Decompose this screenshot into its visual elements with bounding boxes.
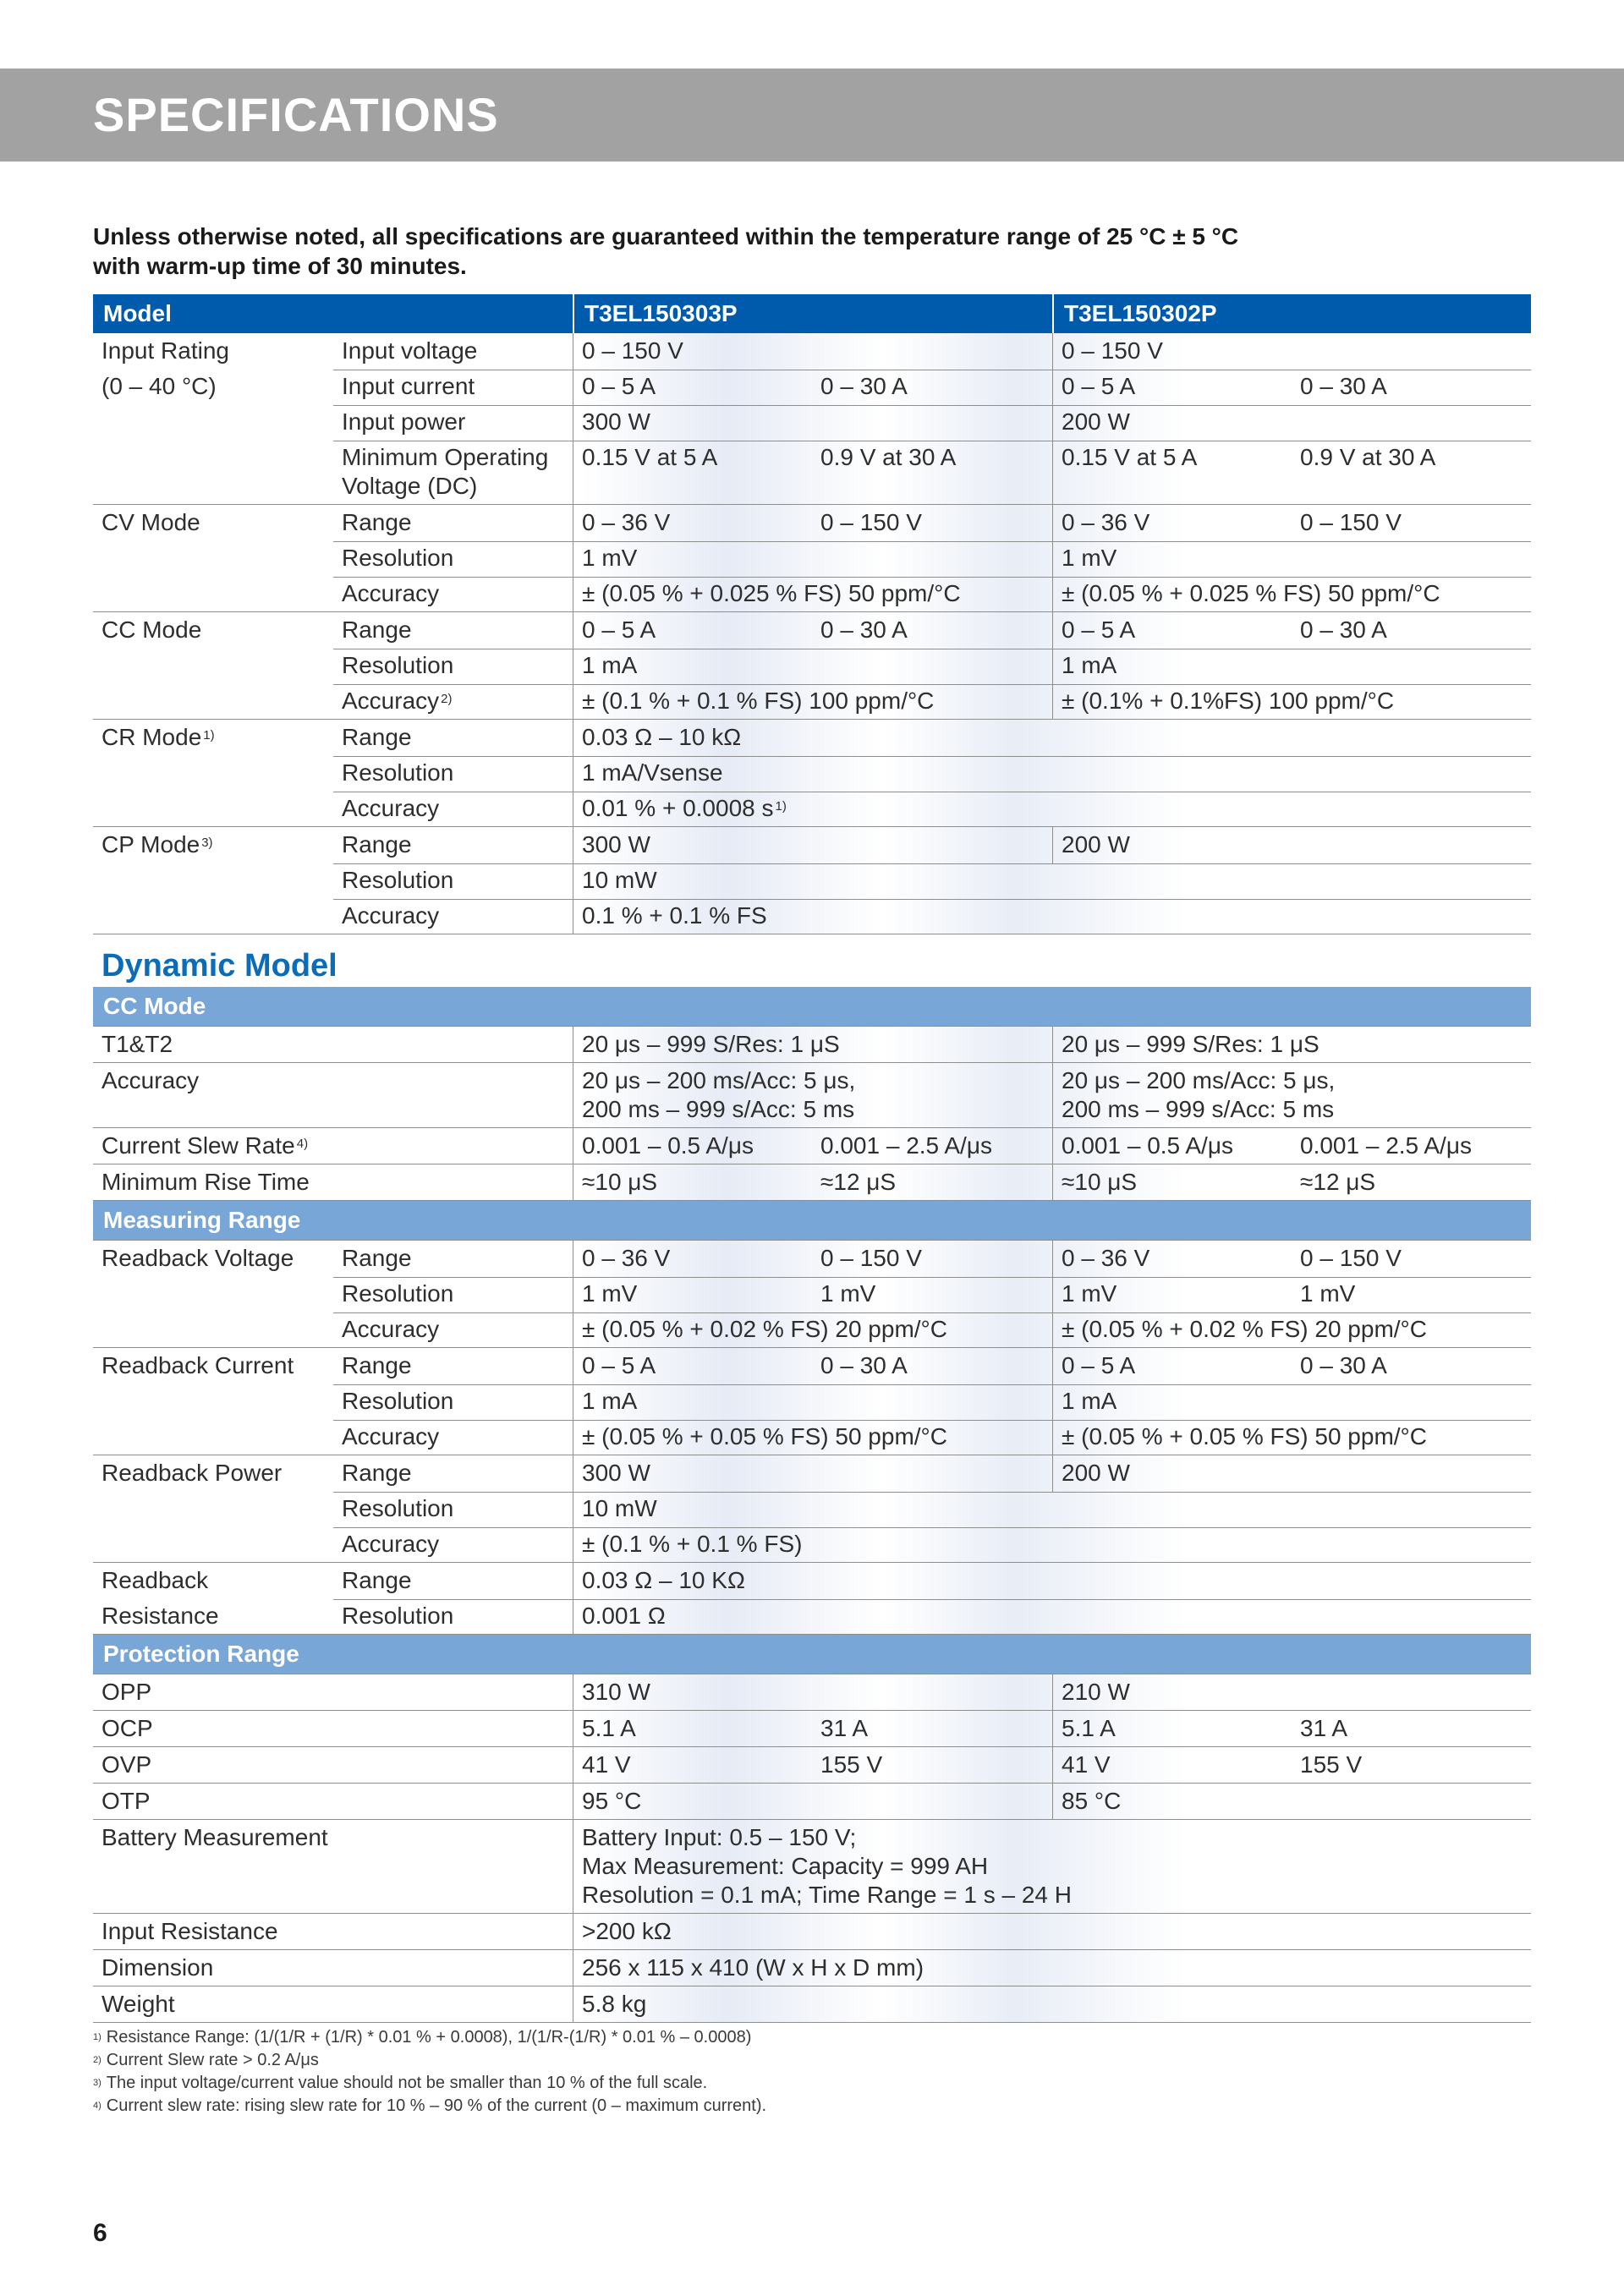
- cell-value: 10 mW: [573, 863, 1531, 900]
- cell-value: 1 mV: [573, 540, 1052, 578]
- table-row: [93, 827, 1531, 863]
- cell-line: 20 μs – 200 ms/Acc: 5 μs,: [582, 1067, 856, 1093]
- cell-value: ± (0.05 % + 0.05 % FS) 50 ppm/°C: [573, 1419, 1052, 1455]
- table-row: [93, 648, 1531, 683]
- row-label: Range: [333, 505, 573, 542]
- group-label: Readback Voltage: [102, 1245, 294, 1271]
- cell-value: [573, 1820, 1531, 1913]
- cell-value: 0 – 36 V: [573, 505, 812, 542]
- row-label: Input power: [333, 404, 573, 441]
- table-row: [93, 1063, 1531, 1128]
- group-label: Readback: [102, 1567, 209, 1593]
- cell-value: ≈12 μS: [820, 1169, 897, 1195]
- row-label: OCP: [102, 1715, 153, 1741]
- cell-value: ± (0.05 % + 0.02 % FS) 20 ppm/°C: [573, 1312, 1052, 1347]
- row-label: OPP: [102, 1679, 152, 1705]
- cell-value: 155 V: [820, 1751, 883, 1778]
- cell-value: ≈10 μS: [1052, 1164, 1292, 1200]
- cell-value: 0.03 Ω – 10 kΩ: [573, 720, 1531, 757]
- group-label-text: CP Mode: [102, 831, 200, 858]
- table-row: [93, 1164, 1531, 1201]
- section-header-measuring-range: Measuring Range: [93, 1201, 1531, 1241]
- table-row: [93, 1820, 1531, 1914]
- cell-value: ± (0.1 % + 0.1 % FS): [573, 1526, 1531, 1562]
- row-label: Range: [333, 1563, 573, 1600]
- cell-value: ≈10 μS: [573, 1164, 812, 1200]
- row-label: Battery Measurement: [102, 1824, 328, 1850]
- footnote-ref: 1): [775, 799, 787, 814]
- cell-value: ± (0.1% + 0.1%FS) 100 ppm/°C: [1052, 683, 1531, 719]
- cell-value: 0.001 – 0.5 A/μs: [1052, 1128, 1292, 1164]
- cell-value: 0 – 150 V: [812, 1241, 1052, 1278]
- cell-value: 0.1 % + 0.1 % FS: [573, 898, 1531, 934]
- table-row: [93, 1711, 1531, 1747]
- cell-value: 10 mW: [573, 1491, 1531, 1528]
- cell-value: 0.9 V at 30 A: [1300, 444, 1436, 470]
- table-row: [93, 404, 1531, 440]
- cell-value: 200 W: [1052, 404, 1531, 441]
- intro-line-1: Unless otherwise noted, all specifications are guaranteed within the temperature range of 25 °C ± 5 °C: [93, 223, 1239, 249]
- cell-value: 0 – 150 V: [1292, 505, 1531, 542]
- table-row: [93, 1986, 1531, 2023]
- table-row: [93, 898, 1531, 934]
- table-row: [93, 1674, 1531, 1711]
- cell-value: 1 mA: [1052, 648, 1531, 685]
- table-row: [93, 369, 1531, 404]
- cell-line: 200 ms – 999 s/Acc: 5 ms: [1062, 1096, 1335, 1122]
- table-row: [93, 863, 1531, 898]
- row-label: Dimension: [102, 1954, 214, 1981]
- footnote-text: Resistance Range: (1/(1/R + (1/R) * 0.01 % + 0.0008), 1/(1/R-(1/R) * 0.01 % – 0.0008): [106, 2028, 752, 2047]
- cell-value: 0.9 V at 30 A: [820, 444, 957, 470]
- cell-value: 200 W: [1052, 827, 1531, 864]
- cell-value: [1052, 1063, 1531, 1127]
- cell-value: 31 A: [1300, 1715, 1348, 1741]
- table-row: [93, 683, 1531, 720]
- table-row: [93, 1128, 1531, 1164]
- cell-value: 0.15 V at 5 A: [1052, 440, 1292, 504]
- table-row: [93, 1276, 1531, 1312]
- cell-value: 300 W: [573, 827, 1052, 864]
- group-label: Input Rating: [102, 337, 229, 364]
- cell-value: 0 – 30 A: [1292, 1348, 1531, 1385]
- group-label-text: CR Mode: [102, 724, 202, 750]
- row-label-line: Minimum Operating: [342, 444, 549, 470]
- group-label: [93, 827, 333, 863]
- cell-value: 310 W: [573, 1674, 1052, 1710]
- table-header: [93, 294, 1531, 333]
- cell-value: 1 mA: [1052, 1384, 1531, 1421]
- header-model-a: T3EL150303P: [573, 294, 1052, 333]
- footnote-ref: 3): [201, 836, 213, 850]
- row-label: Accuracy: [342, 1531, 440, 1557]
- footnote: [93, 2049, 1531, 2072]
- cell-value: 0 – 36 V: [1052, 505, 1292, 542]
- table-row: [93, 1384, 1531, 1419]
- cell-value: ± (0.05 % + 0.025 % FS) 50 ppm/°C: [573, 576, 1052, 611]
- cell-value: 300 W: [573, 1455, 1052, 1493]
- cell-value: 256 x 115 x 410 (W x H x D mm): [573, 1950, 1531, 1986]
- cell-value: [573, 1063, 1052, 1127]
- table-row: [93, 1419, 1531, 1455]
- cell-value: [573, 791, 1531, 826]
- row-label: OVP: [102, 1751, 152, 1778]
- cell-value: 0.001 – 0.5 A/μs: [573, 1128, 812, 1164]
- cell-value: 5.1 A: [1052, 1711, 1292, 1746]
- table-row: [93, 1526, 1531, 1563]
- table-row: [93, 1455, 1531, 1491]
- table-row: [93, 440, 1531, 505]
- cell-value: 1 mV: [812, 1276, 1052, 1313]
- cell-value: 0 – 30 A: [1292, 612, 1531, 649]
- table-row: [93, 505, 1531, 540]
- group-label: CC Mode: [102, 616, 202, 643]
- row-label: Weight: [102, 1991, 175, 2017]
- footnote-ref: 4): [296, 1137, 309, 1151]
- cell-value: 0 – 150 V: [812, 505, 1052, 542]
- page-number: 6: [93, 2219, 107, 2247]
- row-label: Resolution: [333, 540, 573, 578]
- cell-value: >200 kΩ: [573, 1914, 1531, 1949]
- table-row: [93, 1950, 1531, 1986]
- table-row: [93, 576, 1531, 612]
- cell-value: 20 μs – 999 S/Res: 1 μS: [573, 1027, 1052, 1062]
- cell-value: 0 – 36 V: [1052, 1241, 1292, 1278]
- cell-value: ± (0.1 % + 0.1 % FS) 100 ppm/°C: [573, 683, 1052, 719]
- row-label: Resolution: [333, 863, 573, 900]
- section-header-protection-range: Protection Range: [93, 1635, 1531, 1674]
- cell-value: 0 – 5 A: [573, 369, 812, 406]
- cell-value: 1 mA/Vsense: [573, 755, 1531, 792]
- cell-value: 0.001 – 2.5 A/μs: [820, 1132, 992, 1159]
- cell-value: 0 – 36 V: [573, 1241, 812, 1278]
- table-row: [93, 1241, 1531, 1276]
- table-row: [93, 755, 1531, 791]
- cell-line: Max Measurement: Capacity = 999 AH: [582, 1853, 989, 1879]
- row-label: Resolution: [333, 1384, 573, 1421]
- cell-value: 5.1 A: [573, 1711, 812, 1746]
- intro-line-2: with warm-up time of 30 minutes.: [93, 253, 467, 279]
- cell-line: 200 ms – 999 s/Acc: 5 ms: [582, 1096, 855, 1122]
- table-row: [93, 1747, 1531, 1784]
- cell-value: 0 – 150 V: [573, 333, 1052, 370]
- footnote-mark: 3): [93, 2078, 102, 2088]
- row-label: Accuracy: [342, 902, 440, 929]
- table-row: [93, 720, 1531, 755]
- cell-line: Battery Input: 0.5 – 150 V;: [582, 1824, 857, 1850]
- row-label: Resolution: [333, 648, 573, 685]
- footnote-ref: 2): [441, 692, 453, 706]
- title-banner: [0, 68, 1624, 162]
- cell-value: 0 – 5 A: [1052, 612, 1292, 649]
- cell-value: 0 – 5 A: [573, 1348, 812, 1385]
- row-label: T1&T2: [102, 1031, 173, 1057]
- cell-value: 1 mA: [573, 1384, 1052, 1421]
- cell-value: 0 – 5 A: [1052, 369, 1292, 406]
- row-label: [93, 1128, 573, 1164]
- row-label: Range: [333, 827, 573, 864]
- cell-line: 20 μs – 200 ms/Acc: 5 μs,: [1062, 1067, 1336, 1093]
- cell-value: 0 – 150 V: [1052, 333, 1531, 370]
- cell-value: 0 – 30 A: [812, 369, 1052, 406]
- footnote: [93, 2072, 1531, 2095]
- cell-value: 1 mV: [573, 1276, 812, 1313]
- cell-value: 0.001 Ω: [573, 1598, 1531, 1634]
- cell-value: 1 mV: [1052, 1276, 1292, 1313]
- row-label: Accuracy: [102, 1067, 200, 1093]
- footnotes: [93, 2026, 1531, 2118]
- row-label: Accuracy: [342, 580, 440, 606]
- dynamic-model-title: Dynamic Model: [102, 948, 337, 984]
- table-row: [93, 1348, 1531, 1384]
- cell-value-text: 0.01 % + 0.0008 s: [582, 795, 774, 821]
- cell-value: 0 – 30 A: [1292, 369, 1531, 406]
- row-label: Accuracy: [342, 1423, 440, 1449]
- footnote: [93, 2095, 1531, 2118]
- row-label-text: Current Slew Rate: [102, 1132, 295, 1159]
- row-label: [333, 683, 573, 719]
- row-label: OTP: [102, 1788, 151, 1814]
- cell-value: 5.8 kg: [573, 1986, 1531, 2022]
- intro-text: [93, 222, 1531, 281]
- table-row: [93, 612, 1531, 648]
- row-label: Resolution: [333, 1276, 573, 1313]
- group-label: [93, 720, 333, 755]
- row-label: Input current: [333, 369, 573, 406]
- footnote-ref: 1): [203, 728, 215, 743]
- table-row: [93, 1491, 1531, 1526]
- cell-value: 0 – 30 A: [812, 1348, 1052, 1385]
- footnote-mark: 2): [93, 2055, 102, 2065]
- row-label: Resolution: [333, 755, 573, 792]
- row-label: Range: [333, 1241, 573, 1278]
- cell-value: ± (0.05 % + 0.025 % FS) 50 ppm/°C: [1052, 576, 1531, 611]
- cell-value: 0.15 V at 5 A: [573, 440, 812, 504]
- cell-value: ± (0.05 % + 0.02 % FS) 20 ppm/°C: [1052, 1312, 1531, 1347]
- cell-value: 0 – 150 V: [1292, 1241, 1531, 1278]
- section-header-cc-mode: CC Mode: [93, 987, 1531, 1027]
- row-label: Resolution: [342, 1603, 454, 1629]
- cell-value: 41 V: [573, 1747, 812, 1783]
- spec-table: [93, 294, 1531, 2023]
- cell-value: 95 °C: [573, 1784, 1052, 1819]
- cell-value: 0 – 30 A: [812, 612, 1052, 649]
- group-label: Readback Power: [102, 1460, 283, 1486]
- cell-value: 0.03 Ω – 10 KΩ: [573, 1563, 1531, 1600]
- group-label-2: Resistance: [102, 1603, 219, 1629]
- table-row: [93, 1914, 1531, 1950]
- table-row: [93, 791, 1531, 827]
- cell-value: 1 mV: [1292, 1276, 1531, 1313]
- row-label: Accuracy: [342, 795, 440, 821]
- table-row: [93, 1598, 1531, 1635]
- row-label: [333, 440, 573, 504]
- cell-value: 0 – 5 A: [573, 612, 812, 649]
- row-label: Range: [333, 1348, 573, 1385]
- cell-value: 0.001 – 2.5 A/μs: [1300, 1132, 1472, 1159]
- table-row: [93, 1784, 1531, 1820]
- footnote-mark: 1): [93, 2032, 102, 2042]
- row-label-line: Voltage (DC): [342, 473, 478, 499]
- cell-value: 210 W: [1052, 1674, 1531, 1710]
- row-label: Range: [333, 1455, 573, 1493]
- group-label-2: (0 – 40 °C): [102, 373, 217, 399]
- cell-value: 200 W: [1052, 1455, 1531, 1493]
- table-row: [93, 1563, 1531, 1598]
- row-label: Range: [333, 612, 573, 649]
- header-model: Model: [103, 300, 172, 326]
- row-label: Minimum Rise Time: [102, 1169, 310, 1195]
- table-row: [93, 540, 1531, 576]
- footnote: [93, 2026, 1531, 2049]
- group-label: CV Mode: [102, 509, 200, 535]
- table-row: [93, 1312, 1531, 1348]
- footnote-text: Current slew rate: rising slew rate for 10 % – 90 % of the current (0 – maximum current).: [106, 2096, 767, 2115]
- cell-line: Resolution = 0.1 mA; Time Range = 1 s – 24 H: [582, 1882, 1072, 1908]
- table-row: [93, 333, 1531, 369]
- cell-value: 85 °C: [1052, 1784, 1531, 1819]
- cell-value: ± (0.05 % + 0.05 % FS) 50 ppm/°C: [1052, 1419, 1531, 1455]
- footnote-text: The input voltage/current value should not be smaller than 10 % of the full scale.: [106, 2074, 708, 2092]
- footnote-mark: 4): [93, 2101, 102, 2111]
- cell-value: 31 A: [820, 1715, 869, 1741]
- row-label: Resolution: [333, 1491, 573, 1528]
- row-label-text: Accuracy: [342, 688, 440, 714]
- group-label: Readback Current: [102, 1352, 294, 1378]
- table-row: [93, 1027, 1531, 1063]
- footnote-text: Current Slew rate > 0.2 A/μs: [106, 2051, 319, 2069]
- row-label: Input voltage: [333, 333, 573, 370]
- cell-value: 20 μs – 999 S/Res: 1 μS: [1052, 1027, 1531, 1062]
- row-label: Accuracy: [342, 1316, 440, 1342]
- row-label: Range: [333, 720, 573, 757]
- cell-value: 1 mA: [573, 648, 1052, 685]
- row-label: Input Resistance: [102, 1918, 278, 1944]
- cell-value: 1 mV: [1052, 540, 1531, 578]
- cell-value: 41 V: [1052, 1747, 1292, 1783]
- cell-value: 155 V: [1300, 1751, 1363, 1778]
- cell-value: 0 – 5 A: [1052, 1348, 1292, 1385]
- header-model-b: T3EL150302P: [1052, 294, 1531, 333]
- cell-value: ≈12 μS: [1300, 1169, 1376, 1195]
- page-title: SPECIFICATIONS: [93, 88, 499, 141]
- cell-value: 300 W: [573, 404, 1052, 441]
